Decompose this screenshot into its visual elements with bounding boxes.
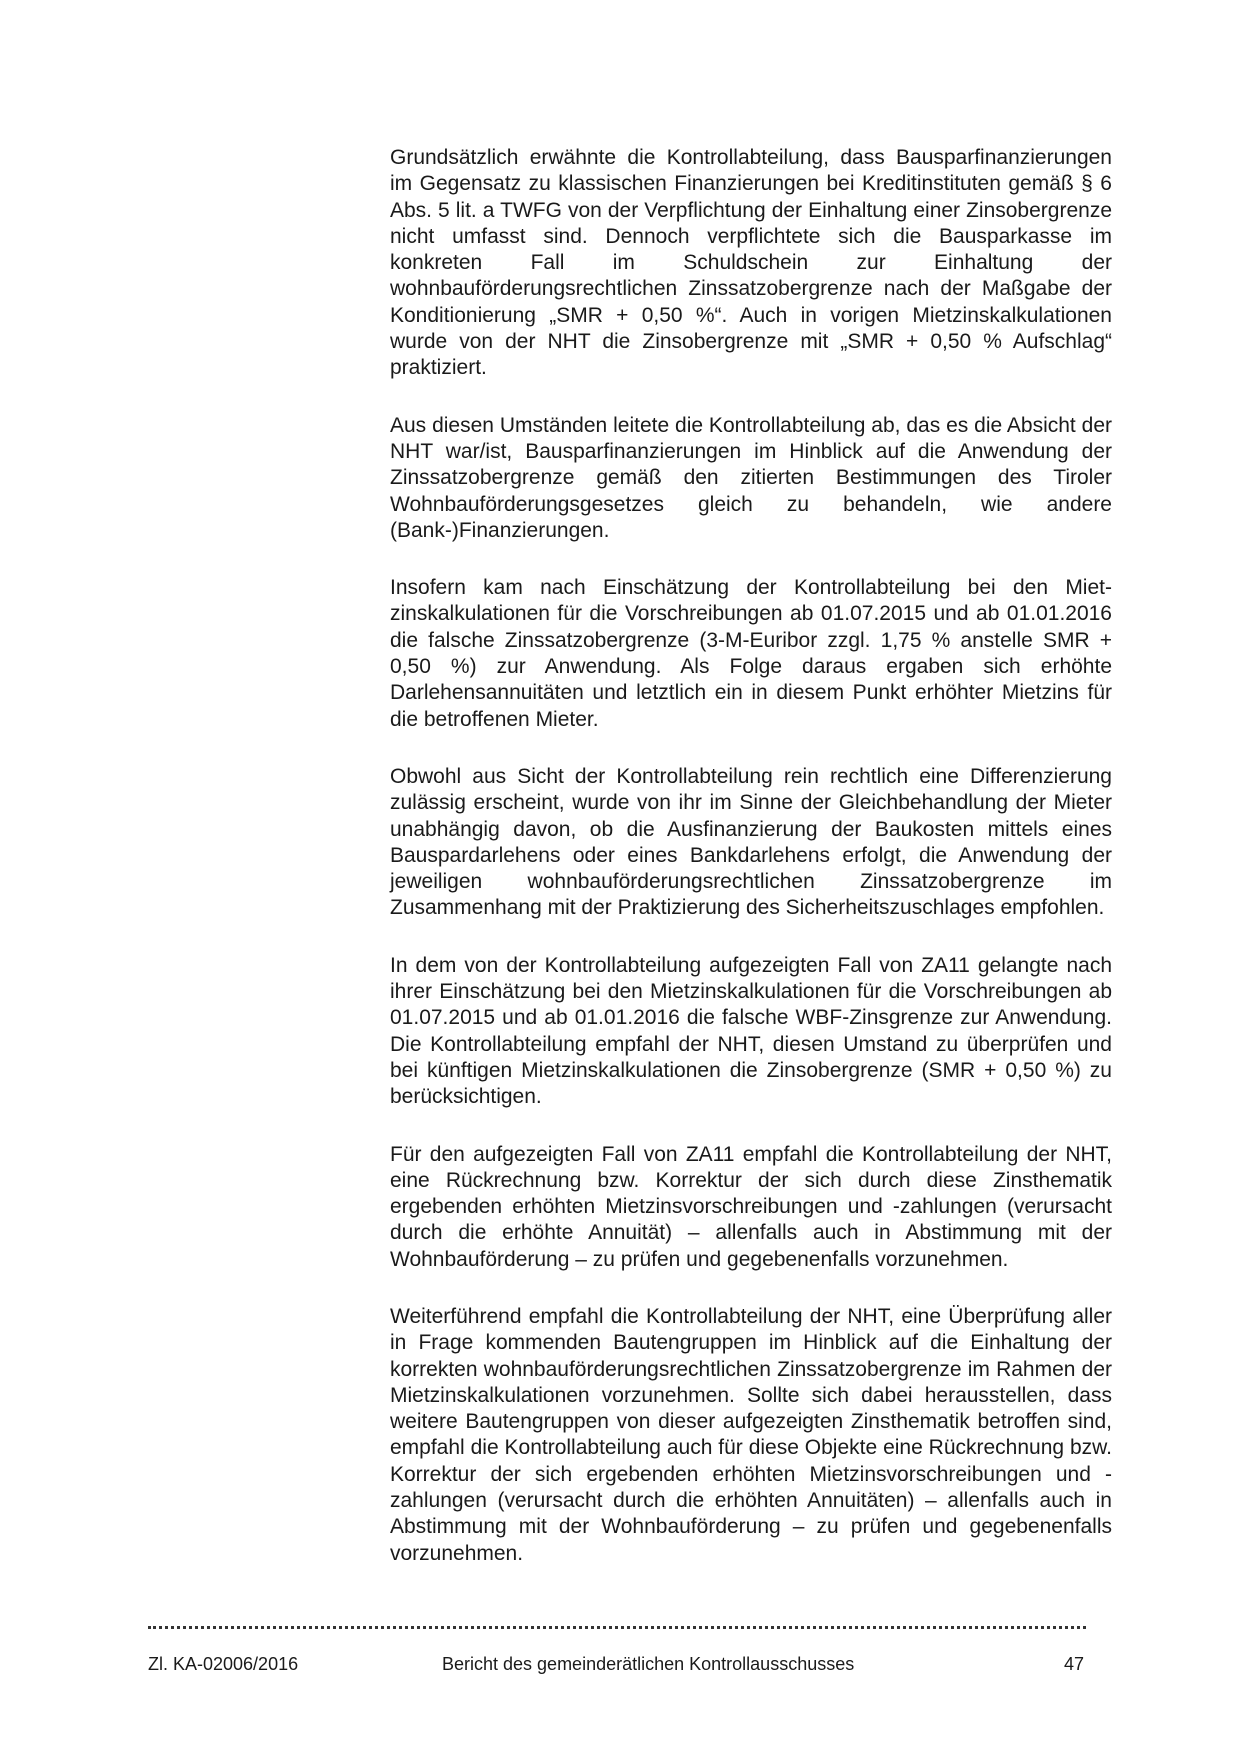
body-text — [390, 145, 1112, 1598]
footer-reference: Zl. KA-02006/2016 — [148, 1654, 299, 1674]
paragraph-4: Obwohl aus Sicht der Kontrollabteilung rein rechtlich eine Differenzierung zulässig erscheint, wurde von ihr im Sinne der Gleichbehandlung der Mieter unabhängig davon, ob die Ausfinanzierung der Baukosten mittels eines Bauspardarlehens oder eines Bankdarlehens erfolgt, die Anwendung der jeweiligen wohnbauförderungsrechtlichen Zinssatzobergrenze im Zusammenhang mit der Praktizierung des Sicherheitszuschlages empfohlen. — [390, 764, 1112, 920]
footer-divider — [148, 1626, 1086, 1629]
paragraph-6: Für den aufgezeigten Fall von ZA11 empfahl die Kontrollabteilung der NHT, eine Rückrechnung bzw. Korrektur der sich durch diese Zinsthematik ergebenden erhöhten Mietzinsvorschreibungen und -zahlungen (verursacht durch die erhöhte Annuität) – allenfalls auch in Abstimmung mit der Wohnbauförderung – zu prüfen und gegebenenfalls vorzunehmen. — [390, 1142, 1112, 1271]
paragraph-1: Grundsätzlich erwähnte die Kontrollabteilung, dass Bausparfinanzierungen im Gegensatz zu klassischen Finanzierungen bei Kreditinstituten gemäß § 6 Abs. 5 lit. a TWFG von der Verpflichtung der Einhaltung einer Zinsobergrenze nicht umfasst sind. Dennoch verpflichtete sich die Bausparkasse im konkreten Fall im Schuldschein zur Einhaltung der wohnbauförderungsrechtlichen Zinssatzobergrenze nach der Maßgabe der Konditionierung „SMR + 0,50 %“. Auch in vorigen Mietzinskalkulationen wurde von der NHT die Zinsobergrenze mit „SMR + 0,50 % Aufschlag“ praktiziert. — [390, 146, 1112, 380]
page-number: 47 — [1063, 1654, 1084, 1674]
paragraph-2: Aus diesen Umständen leitete die Kontrollabteilung ab, das es die Absicht der NHT war/ist, Bausparfinanzierungen im Hinblick auf die Anwendung der Zinssatzobergrenze gemäß den zitierten Bestimmungen des Tiroler Wohnbauförderungsgesetzes gleich zu behandeln, wie andere (Bank-)Finanzierungen. — [390, 413, 1112, 542]
page-footer — [148, 1651, 1086, 1677]
paragraph-5: In dem von der Kontrollabteilung aufgezeigten Fall von ZA11 gelangte nach ihrer Einschätzung bei den Mietzinskalkulationen für die Vorschreibungen ab 01.07.2015 und ab 01.01.2016 die falsche WBF-Zinsgrenze zur Anwendung. Die Kontrollabteilung empfahl der NHT, diesen Umstand zu überprüfen und bei künftigen Mietzinskalkulationen die Zinsobergrenze (SMR + 0,50 %) zu berücksichtigen. — [390, 953, 1112, 1109]
paragraph-7: Weiterführend empfahl die Kontrollabteilung der NHT, eine Überprüfung aller in Frage kommenden Bautengruppen im Hinblick auf die Einhaltung der korrekten wohnbauförderungsrechtlichen Zinssatzobergrenze im Rahmen der Mietzinskalkulationen vorzunehmen. Sollte sich dabei herausstellen, dass weitere Bautengruppen von dieser aufgezeigten Zinsthematik betroffen sind, empfahl die Kontrollabteilung auch für diese Objekte eine Rückrechnung bzw. Korrektur der sich ergebenden erhöhten Mietzinsvorschreibungen und -zahlungen (verursacht durch die erhöhten Annuitäten) – allenfalls auch in Abstimmung mit der Wohnbauförderung – zu prüfen und gegebenenfalls vorzunehmen. — [390, 1304, 1112, 1565]
footer-title: Bericht des gemeinderätlichen Kontrollausschusses — [442, 1654, 855, 1674]
paragraph-3: Insofern kam nach Einschätzung der Kontrollabteilung bei den Mietzinskalkulationen für die Vorschreibungen ab 01.07.2015 und ab 01.01.2016 die falsche Zinssatzobergrenze (3-M-Euribor zzgl. 1,75 % anstelle SMR + 0,50 %) zur Anwendung. Als Folge daraus ergaben sich erhöhte Darlehensannuitäten und letztlich ein in diesem Punkt erhöhter Mietzins für die betroffenen Mieter. — [390, 576, 1112, 731]
